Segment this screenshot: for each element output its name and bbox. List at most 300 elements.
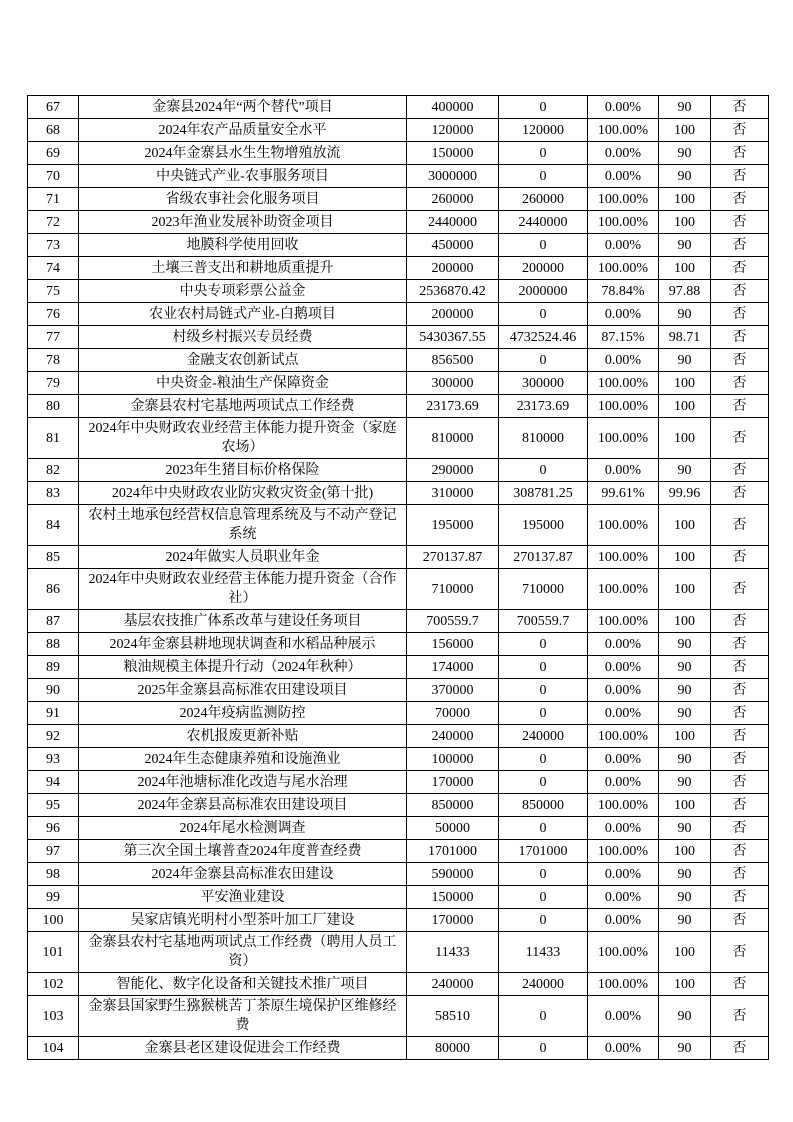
table-row	[28, 794, 769, 817]
cell-completion_rate: 0.00%	[588, 702, 659, 725]
cell-flag: 否	[711, 794, 769, 817]
cell-project_name: 中央资金-粮油生产保障资金	[79, 372, 407, 395]
cell-spent_amount: 0	[499, 886, 588, 909]
table-row	[28, 569, 769, 610]
cell-completion_rate: 100.00%	[588, 372, 659, 395]
cell-budget_amount: 11433	[407, 932, 499, 973]
cell-project_name: 基层农技推广体系改革与建设任务项目	[79, 610, 407, 633]
table-row	[28, 909, 769, 932]
table-row	[28, 771, 769, 794]
cell-score: 90	[659, 909, 711, 932]
table-row	[28, 1037, 769, 1060]
cell-completion_rate: 78.84%	[588, 280, 659, 303]
cell-score: 100	[659, 395, 711, 418]
budget-table	[27, 95, 769, 1060]
cell-flag: 否	[711, 817, 769, 840]
cell-completion_rate: 0.00%	[588, 165, 659, 188]
cell-no: 89	[28, 656, 79, 679]
table-row	[28, 211, 769, 234]
cell-flag: 否	[711, 505, 769, 546]
cell-flag: 否	[711, 303, 769, 326]
cell-completion_rate: 100.00%	[588, 546, 659, 569]
cell-completion_rate: 0.00%	[588, 771, 659, 794]
table-row	[28, 996, 769, 1037]
table-row	[28, 188, 769, 211]
cell-completion_rate: 0.00%	[588, 234, 659, 257]
table-row	[28, 96, 769, 119]
cell-spent_amount: 240000	[499, 725, 588, 748]
cell-score: 90	[659, 771, 711, 794]
cell-score: 100	[659, 257, 711, 280]
cell-score: 98.71	[659, 326, 711, 349]
cell-budget_amount: 156000	[407, 633, 499, 656]
cell-spent_amount: 0	[499, 771, 588, 794]
cell-spent_amount: 270137.87	[499, 546, 588, 569]
table-row	[28, 459, 769, 482]
cell-budget_amount: 170000	[407, 771, 499, 794]
cell-project_name: 2024年金寨县水生生物增殖放流	[79, 142, 407, 165]
cell-budget_amount: 100000	[407, 748, 499, 771]
cell-no: 80	[28, 395, 79, 418]
cell-budget_amount: 2536870.42	[407, 280, 499, 303]
cell-flag: 否	[711, 932, 769, 973]
cell-no: 83	[28, 482, 79, 505]
cell-completion_rate: 100.00%	[588, 188, 659, 211]
cell-completion_rate: 0.00%	[588, 142, 659, 165]
cell-spent_amount: 200000	[499, 257, 588, 280]
cell-spent_amount: 0	[499, 1037, 588, 1060]
cell-spent_amount: 0	[499, 234, 588, 257]
cell-score: 90	[659, 633, 711, 656]
cell-score: 100	[659, 725, 711, 748]
cell-completion_rate: 99.61%	[588, 482, 659, 505]
cell-no: 77	[28, 326, 79, 349]
cell-project_name: 2024年金寨县耕地现状调查和水稻品种展示	[79, 633, 407, 656]
cell-flag: 否	[711, 459, 769, 482]
cell-budget_amount: 450000	[407, 234, 499, 257]
cell-completion_rate: 0.00%	[588, 863, 659, 886]
cell-score: 90	[659, 303, 711, 326]
cell-no: 99	[28, 886, 79, 909]
cell-no: 74	[28, 257, 79, 280]
cell-spent_amount: 0	[499, 303, 588, 326]
cell-flag: 否	[711, 211, 769, 234]
cell-score: 90	[659, 142, 711, 165]
cell-project_name: 2024年金寨县高标准农田建设	[79, 863, 407, 886]
cell-score: 90	[659, 886, 711, 909]
cell-project_name: 2024年做实人员职业年金	[79, 546, 407, 569]
cell-score: 90	[659, 165, 711, 188]
cell-no: 76	[28, 303, 79, 326]
table-row	[28, 973, 769, 996]
cell-spent_amount: 0	[499, 996, 588, 1037]
cell-spent_amount: 0	[499, 702, 588, 725]
cell-project_name: 粮油规模主体提升行动（2024年秋种）	[79, 656, 407, 679]
cell-score: 100	[659, 840, 711, 863]
table-row	[28, 482, 769, 505]
cell-completion_rate: 0.00%	[588, 633, 659, 656]
cell-spent_amount: 195000	[499, 505, 588, 546]
cell-flag: 否	[711, 418, 769, 459]
cell-score: 100	[659, 119, 711, 142]
table-row	[28, 372, 769, 395]
cell-spent_amount: 0	[499, 142, 588, 165]
cell-spent_amount: 0	[499, 459, 588, 482]
cell-spent_amount: 120000	[499, 119, 588, 142]
table-row	[28, 656, 769, 679]
table-row	[28, 546, 769, 569]
cell-completion_rate: 100.00%	[588, 569, 659, 610]
cell-flag: 否	[711, 372, 769, 395]
cell-budget_amount: 270137.87	[407, 546, 499, 569]
cell-project_name: 2024年生态健康养殖和设施渔业	[79, 748, 407, 771]
cell-budget_amount: 810000	[407, 418, 499, 459]
cell-no: 100	[28, 909, 79, 932]
cell-budget_amount: 400000	[407, 96, 499, 119]
cell-project_name: 第三次全国土壤普查2024年度普查经费	[79, 840, 407, 863]
cell-no: 69	[28, 142, 79, 165]
cell-no: 94	[28, 771, 79, 794]
cell-budget_amount: 710000	[407, 569, 499, 610]
cell-flag: 否	[711, 610, 769, 633]
cell-budget_amount: 856500	[407, 349, 499, 372]
cell-no: 92	[28, 725, 79, 748]
cell-project_name: 村级乡村振兴专员经费	[79, 326, 407, 349]
cell-flag: 否	[711, 188, 769, 211]
cell-score: 90	[659, 459, 711, 482]
table-row	[28, 395, 769, 418]
cell-flag: 否	[711, 679, 769, 702]
cell-flag: 否	[711, 771, 769, 794]
cell-score: 90	[659, 748, 711, 771]
cell-completion_rate: 0.00%	[588, 886, 659, 909]
cell-project_name: 金寨县老区建设促进会工作经费	[79, 1037, 407, 1060]
cell-no: 93	[28, 748, 79, 771]
cell-spent_amount: 2000000	[499, 280, 588, 303]
cell-flag: 否	[711, 973, 769, 996]
cell-no: 88	[28, 633, 79, 656]
cell-completion_rate: 100.00%	[588, 257, 659, 280]
cell-completion_rate: 0.00%	[588, 817, 659, 840]
cell-project_name: 2024年疫病监测防控	[79, 702, 407, 725]
cell-flag: 否	[711, 748, 769, 771]
cell-score: 99.96	[659, 482, 711, 505]
cell-spent_amount: 700559.7	[499, 610, 588, 633]
cell-spent_amount: 0	[499, 863, 588, 886]
cell-no: 98	[28, 863, 79, 886]
table-row	[28, 817, 769, 840]
cell-score: 90	[659, 996, 711, 1037]
cell-spent_amount: 23173.69	[499, 395, 588, 418]
cell-flag: 否	[711, 702, 769, 725]
cell-score: 100	[659, 418, 711, 459]
cell-spent_amount: 308781.25	[499, 482, 588, 505]
table-row	[28, 418, 769, 459]
cell-no: 78	[28, 349, 79, 372]
cell-score: 90	[659, 656, 711, 679]
cell-spent_amount: 0	[499, 679, 588, 702]
cell-spent_amount: 710000	[499, 569, 588, 610]
cell-completion_rate: 100.00%	[588, 119, 659, 142]
cell-no: 87	[28, 610, 79, 633]
cell-score: 90	[659, 1037, 711, 1060]
cell-flag: 否	[711, 234, 769, 257]
cell-spent_amount: 300000	[499, 372, 588, 395]
cell-budget_amount: 80000	[407, 1037, 499, 1060]
cell-project_name: 2024年农产品质量安全水平	[79, 119, 407, 142]
cell-project_name: 2023年生猪目标价格保险	[79, 459, 407, 482]
cell-budget_amount: 50000	[407, 817, 499, 840]
cell-project_name: 中央专项彩票公益金	[79, 280, 407, 303]
cell-project_name: 2025年金寨县高标准农田建设项目	[79, 679, 407, 702]
cell-budget_amount: 590000	[407, 863, 499, 886]
cell-completion_rate: 0.00%	[588, 748, 659, 771]
cell-project_name: 农村土地承包经营权信息管理系统及与不动产登记系统	[79, 505, 407, 546]
cell-completion_rate: 100.00%	[588, 794, 659, 817]
table-row	[28, 886, 769, 909]
cell-flag: 否	[711, 165, 769, 188]
cell-no: 73	[28, 234, 79, 257]
cell-spent_amount: 240000	[499, 973, 588, 996]
table-row	[28, 280, 769, 303]
table-row	[28, 234, 769, 257]
table-row	[28, 326, 769, 349]
cell-score: 90	[659, 702, 711, 725]
cell-flag: 否	[711, 656, 769, 679]
cell-flag: 否	[711, 142, 769, 165]
cell-completion_rate: 0.00%	[588, 459, 659, 482]
cell-spent_amount: 0	[499, 165, 588, 188]
cell-completion_rate: 100.00%	[588, 840, 659, 863]
cell-flag: 否	[711, 633, 769, 656]
cell-no: 96	[28, 817, 79, 840]
cell-flag: 否	[711, 546, 769, 569]
cell-no: 68	[28, 119, 79, 142]
cell-flag: 否	[711, 119, 769, 142]
cell-budget_amount: 1701000	[407, 840, 499, 863]
table-row	[28, 505, 769, 546]
cell-score: 90	[659, 96, 711, 119]
cell-no: 79	[28, 372, 79, 395]
table-row	[28, 932, 769, 973]
cell-flag: 否	[711, 395, 769, 418]
cell-no: 72	[28, 211, 79, 234]
table-row	[28, 303, 769, 326]
cell-flag: 否	[711, 482, 769, 505]
cell-budget_amount: 150000	[407, 886, 499, 909]
cell-no: 90	[28, 679, 79, 702]
cell-score: 100	[659, 569, 711, 610]
cell-project_name: 2024年金寨县高标准农田建设项目	[79, 794, 407, 817]
cell-flag: 否	[711, 996, 769, 1037]
cell-budget_amount: 174000	[407, 656, 499, 679]
cell-project_name: 2024年池塘标准化改造与尾水治理	[79, 771, 407, 794]
cell-score: 100	[659, 794, 711, 817]
cell-budget_amount: 240000	[407, 725, 499, 748]
cell-flag: 否	[711, 569, 769, 610]
cell-budget_amount: 200000	[407, 303, 499, 326]
table-row	[28, 610, 769, 633]
cell-flag: 否	[711, 863, 769, 886]
cell-project_name: 中央链式产业-农事服务项目	[79, 165, 407, 188]
cell-project_name: 2024年尾水检测调查	[79, 817, 407, 840]
cell-no: 91	[28, 702, 79, 725]
cell-spent_amount: 11433	[499, 932, 588, 973]
cell-spent_amount: 850000	[499, 794, 588, 817]
cell-budget_amount: 2440000	[407, 211, 499, 234]
cell-no: 81	[28, 418, 79, 459]
cell-score: 100	[659, 546, 711, 569]
cell-spent_amount: 0	[499, 633, 588, 656]
cell-completion_rate: 100.00%	[588, 418, 659, 459]
cell-completion_rate: 100.00%	[588, 932, 659, 973]
cell-score: 100	[659, 505, 711, 546]
cell-project_name: 吴家店镇光明村小型茶叶加工厂建设	[79, 909, 407, 932]
cell-spent_amount: 0	[499, 349, 588, 372]
cell-completion_rate: 100.00%	[588, 610, 659, 633]
cell-score: 100	[659, 973, 711, 996]
cell-spent_amount: 0	[499, 748, 588, 771]
cell-no: 102	[28, 973, 79, 996]
cell-no: 67	[28, 96, 79, 119]
cell-no: 82	[28, 459, 79, 482]
cell-project_name: 2024年中央财政农业防灾救灾资金(第十批)	[79, 482, 407, 505]
cell-no: 95	[28, 794, 79, 817]
cell-completion_rate: 100.00%	[588, 395, 659, 418]
cell-project_name: 土壤三普支出和耕地质重提升	[79, 257, 407, 280]
table-row	[28, 725, 769, 748]
cell-completion_rate: 0.00%	[588, 909, 659, 932]
cell-spent_amount: 4732524.46	[499, 326, 588, 349]
cell-score: 100	[659, 188, 711, 211]
cell-score: 100	[659, 372, 711, 395]
table-row	[28, 119, 769, 142]
cell-completion_rate: 0.00%	[588, 656, 659, 679]
cell-score: 90	[659, 679, 711, 702]
table-row	[28, 633, 769, 656]
cell-completion_rate: 100.00%	[588, 211, 659, 234]
cell-budget_amount: 200000	[407, 257, 499, 280]
cell-project_name: 农机报废更新补贴	[79, 725, 407, 748]
cell-project_name: 金寨县农村宅基地两项试点工作经费	[79, 395, 407, 418]
cell-flag: 否	[711, 909, 769, 932]
table-row	[28, 702, 769, 725]
cell-budget_amount: 300000	[407, 372, 499, 395]
cell-flag: 否	[711, 886, 769, 909]
table-row	[28, 748, 769, 771]
cell-spent_amount: 2440000	[499, 211, 588, 234]
cell-no: 101	[28, 932, 79, 973]
cell-completion_rate: 0.00%	[588, 996, 659, 1037]
table-row	[28, 257, 769, 280]
cell-project_name: 金融支农创新试点	[79, 349, 407, 372]
cell-completion_rate: 0.00%	[588, 1037, 659, 1060]
cell-score: 100	[659, 932, 711, 973]
table-row	[28, 349, 769, 372]
cell-no: 104	[28, 1037, 79, 1060]
cell-budget_amount: 310000	[407, 482, 499, 505]
cell-score: 90	[659, 349, 711, 372]
cell-budget_amount: 150000	[407, 142, 499, 165]
table-row	[28, 142, 769, 165]
cell-score: 90	[659, 234, 711, 257]
cell-no: 84	[28, 505, 79, 546]
cell-budget_amount: 700559.7	[407, 610, 499, 633]
cell-score: 90	[659, 817, 711, 840]
cell-budget_amount: 3000000	[407, 165, 499, 188]
cell-budget_amount: 370000	[407, 679, 499, 702]
table-row	[28, 679, 769, 702]
cell-completion_rate: 0.00%	[588, 303, 659, 326]
cell-budget_amount: 170000	[407, 909, 499, 932]
cell-budget_amount: 240000	[407, 973, 499, 996]
cell-completion_rate: 0.00%	[588, 679, 659, 702]
cell-project_name: 平安渔业建设	[79, 886, 407, 909]
cell-project_name: 金寨县国家野生猕猴桃苦丁茶原生境保护区维修经费	[79, 996, 407, 1037]
cell-project_name: 农业农村局链式产业-白鹅项目	[79, 303, 407, 326]
cell-budget_amount: 70000	[407, 702, 499, 725]
cell-project_name: 省级农事社会化服务项目	[79, 188, 407, 211]
table-row	[28, 840, 769, 863]
cell-budget_amount: 5430367.55	[407, 326, 499, 349]
cell-project_name: 金寨县农村宅基地两项试点工作经费（聘用人员工资）	[79, 932, 407, 973]
cell-flag: 否	[711, 96, 769, 119]
table-row	[28, 165, 769, 188]
cell-no: 70	[28, 165, 79, 188]
cell-completion_rate: 100.00%	[588, 725, 659, 748]
cell-flag: 否	[711, 349, 769, 372]
cell-completion_rate: 0.00%	[588, 349, 659, 372]
cell-completion_rate: 87.15%	[588, 326, 659, 349]
cell-score: 100	[659, 211, 711, 234]
cell-spent_amount: 0	[499, 96, 588, 119]
cell-flag: 否	[711, 280, 769, 303]
cell-budget_amount: 195000	[407, 505, 499, 546]
cell-no: 85	[28, 546, 79, 569]
cell-spent_amount: 0	[499, 656, 588, 679]
cell-score: 97.88	[659, 280, 711, 303]
cell-score: 100	[659, 610, 711, 633]
cell-score: 90	[659, 863, 711, 886]
cell-flag: 否	[711, 1037, 769, 1060]
cell-spent_amount: 0	[499, 909, 588, 932]
cell-project_name: 2024年中央财政农业经营主体能力提升资金（家庭农场）	[79, 418, 407, 459]
cell-flag: 否	[711, 257, 769, 280]
cell-spent_amount: 810000	[499, 418, 588, 459]
cell-no: 75	[28, 280, 79, 303]
cell-project_name: 2024年中央财政农业经营主体能力提升资金（合作社）	[79, 569, 407, 610]
cell-budget_amount: 260000	[407, 188, 499, 211]
cell-flag: 否	[711, 840, 769, 863]
cell-project_name: 地膜科学使用回收	[79, 234, 407, 257]
cell-budget_amount: 290000	[407, 459, 499, 482]
cell-flag: 否	[711, 725, 769, 748]
budget-table-body	[28, 96, 769, 1060]
cell-completion_rate: 100.00%	[588, 973, 659, 996]
cell-budget_amount: 850000	[407, 794, 499, 817]
cell-no: 86	[28, 569, 79, 610]
cell-budget_amount: 120000	[407, 119, 499, 142]
cell-flag: 否	[711, 326, 769, 349]
cell-budget_amount: 23173.69	[407, 395, 499, 418]
cell-budget_amount: 58510	[407, 996, 499, 1037]
cell-spent_amount: 1701000	[499, 840, 588, 863]
cell-no: 103	[28, 996, 79, 1037]
cell-spent_amount: 260000	[499, 188, 588, 211]
cell-spent_amount: 0	[499, 817, 588, 840]
cell-project_name: 金寨县2024年“两个替代”项目	[79, 96, 407, 119]
cell-project_name: 2023年渔业发展补助资金项目	[79, 211, 407, 234]
